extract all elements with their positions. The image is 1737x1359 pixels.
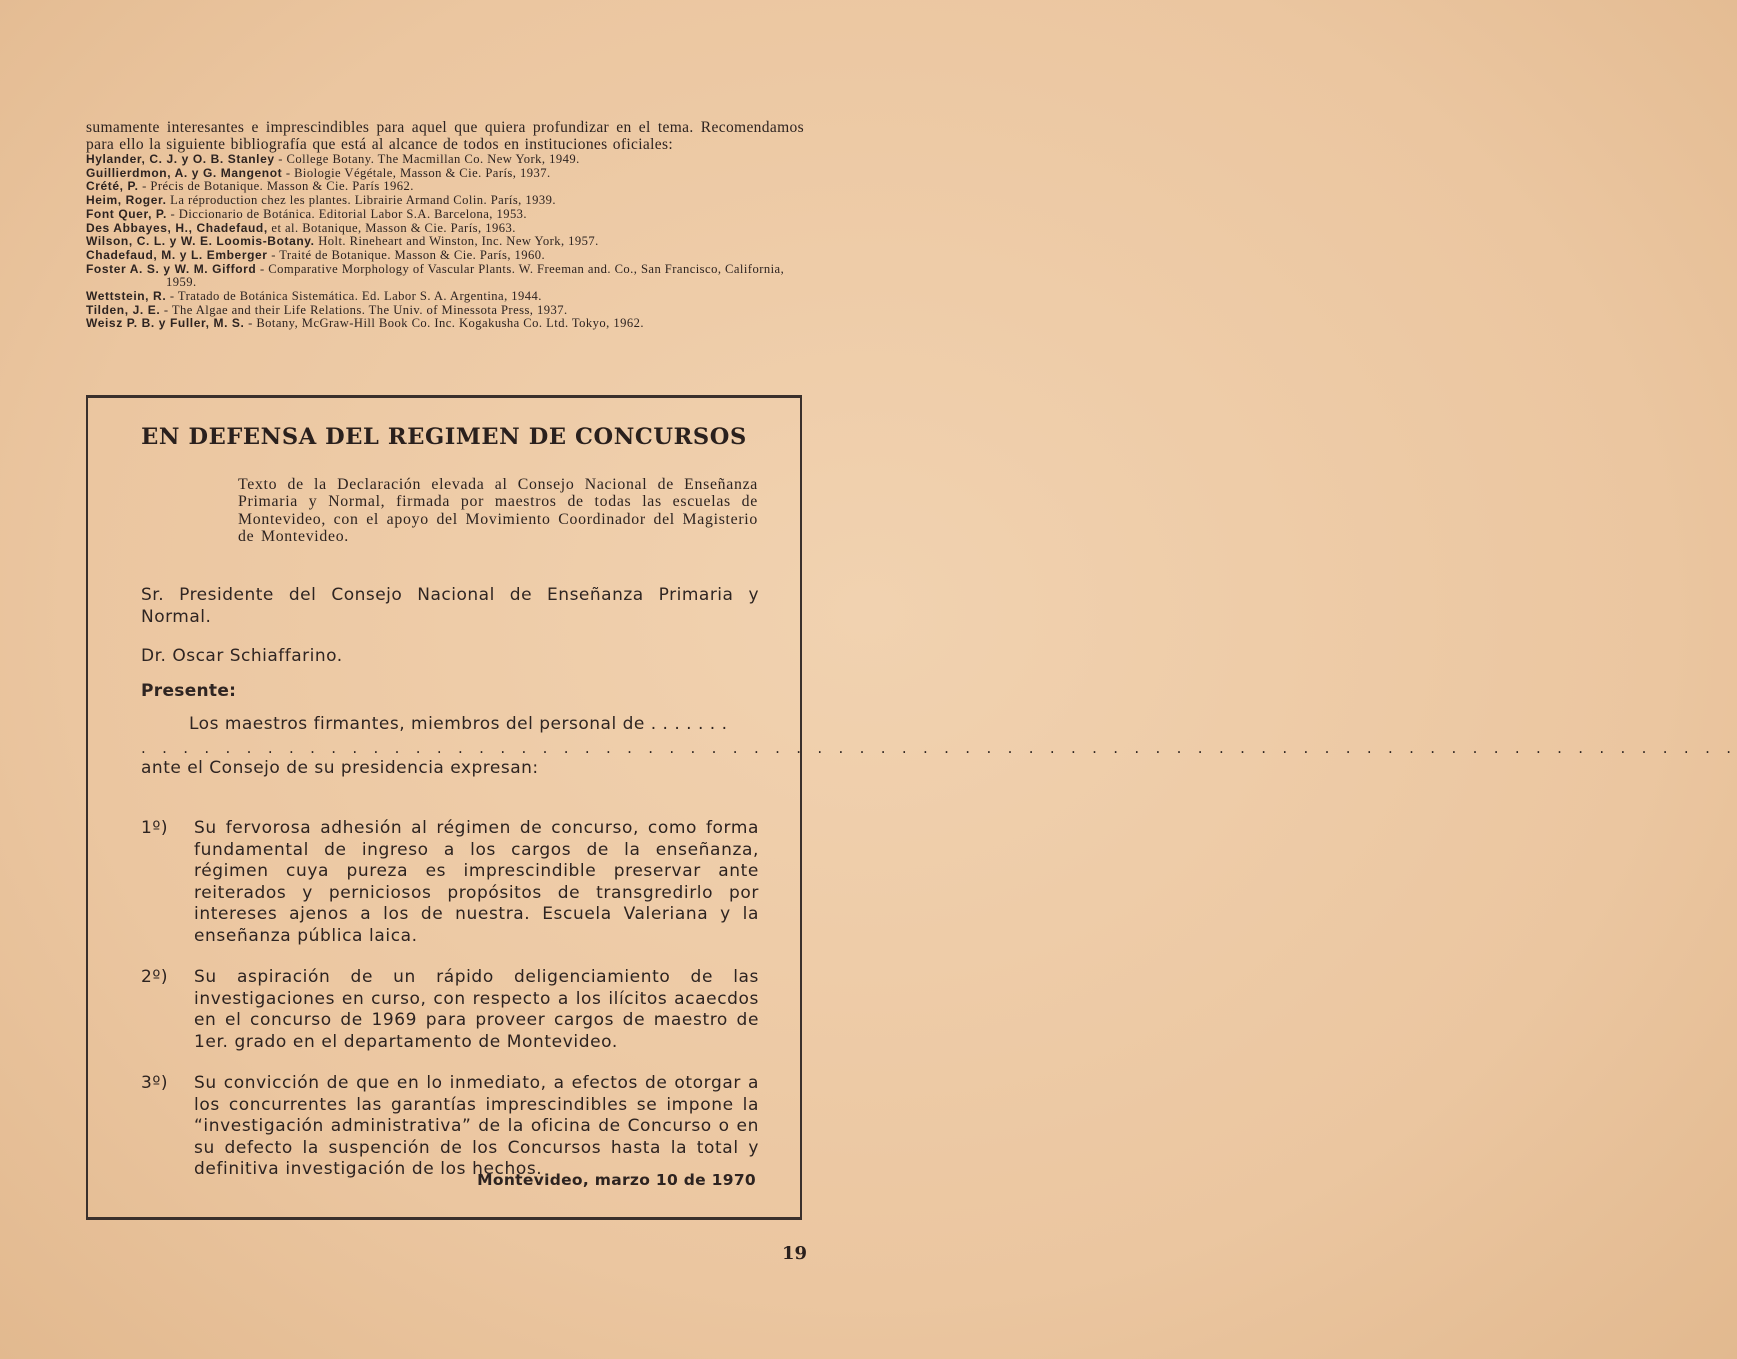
reference-authors: Heim, Roger. (86, 193, 167, 208)
reference-authors: Des Abbayes, H., Chadefaud, (86, 220, 268, 235)
letter-dots-block (141, 738, 1737, 760)
dotted-fill-line: . . . . . . . . . . . . . . . . . . . . . . . . . . . . . . . . . . . . . . . . . . . . . . . . . . . . . . . . . . . . . . . . . . . . . . . . . . . . (141, 739, 1737, 757)
bibliography-item (86, 263, 804, 290)
reference-details: - Comparative Morphology of Vascular Plants. W. Freeman and. Co., San Francisco, California, 1959. (166, 261, 785, 290)
intro-section (86, 119, 804, 331)
reference-details: et al. Botanique, Masson & Cie. París, 1963. (271, 220, 516, 235)
bibliography-item (86, 208, 804, 222)
bibliography-item (86, 317, 804, 331)
page-number: 19 (782, 1243, 808, 1264)
addressee: Sr. Presidente del Consejo Nacional de Enseñanza Primaria y Normal. (141, 585, 759, 627)
reference-details: - Traité de Botanique. Masson & Cie. París, 1960. (271, 247, 546, 262)
reference-authors: Wilson, C. L. y W. E. Loomis-Botany. (86, 234, 315, 249)
bibliography-list (86, 153, 804, 331)
declaration-title: EN DEFENSA DEL REGIMEN DE CONCURSOS (141, 424, 747, 450)
bibliography-item (86, 304, 804, 318)
signature-line: Montevideo, marzo 10 de 1970 (477, 1171, 756, 1189)
reference-details: - Précis de Botanique. Masson & Cie. París 1962. (142, 179, 414, 194)
reference-authors: Guillierdmon, A. y G. Mangenot (86, 165, 283, 180)
reference-authors: Chadefaud, M. y L. Emberger (86, 247, 268, 262)
point-text: Su aspiración de un rápido deligenciamiento de las investigaciones en curso, con respecto a los ilícitos acaecdos en el concurso de 1969 para proveer cargos de maestro de 1er. grado en el departamento de Montevideo. (194, 967, 759, 1052)
salutation: Presente: (141, 681, 237, 701)
point-item (141, 1073, 759, 1181)
points-list (141, 818, 759, 1201)
bibliography-item (86, 194, 804, 208)
intro-paragraph: sumamente interesantes e imprescindibles para aquel que quiera profundizar en el tema. Recomendamos para ello la siguiente bibliografía que está al alcance de todos en instituciones oficiales: (86, 119, 804, 153)
reference-details: - Biologie Végétale, Masson & Cie. París, 1937. (285, 165, 551, 180)
point-item (141, 818, 759, 947)
reference-details: - Diccionario de Botánica. Editorial Labor S.A. Barcelona, 1953. (170, 206, 528, 221)
reference-authors: Foster A. S. y W. M. Gifford (86, 261, 257, 276)
declaration-subtitle: Texto de la Declaración elevada al Consejo Nacional de Enseñanza Primaria y Normal, firmada por maestros de todas las escuelas de Montevideo, con el apoyo del Movimiento Coordinador del Magisterio de Montevideo. (238, 476, 758, 545)
point-text: Su fervorosa adhesión al régimen de concurso, como forma fundamental de ingreso a los cargos de la enseñanza, régimen cuya pureza es imprescindible preservar ante reiterados y perniciosos propósitos de transgredirlo por intereses ajenos a los de nuestra. Escuela Valeriana y la enseñanza pública laica. (194, 818, 759, 946)
point-number: 1º) (141, 818, 168, 838)
bibliography-item (86, 153, 804, 167)
reference-details: - The Algae and their Life Relations. The Univ. of Minessota Press, 1937. (163, 302, 568, 317)
letter-opening-block (141, 714, 759, 736)
point-number: 3º) (141, 1073, 168, 1093)
reference-authors: Font Quer, P. (86, 206, 167, 221)
reference-authors: Hylander, C. J. y O. B. Stanley (86, 152, 275, 166)
bibliography-item (86, 222, 804, 236)
bibliography-item (86, 180, 804, 194)
bibliography-item (86, 235, 804, 249)
addressee-name: Dr. Oscar Schiaffarino. (141, 646, 343, 666)
point-text: Su convicción de que en lo inmediato, a efectos de otorgar a los concurrentes las garantías imprescindibles se impone la “investigación administrativa” de la oficina de Concurso o en su defecto la suspención de los Concursos hasta la total y definitiva investigación de los hechos. (194, 1073, 759, 1179)
letter-ante-block (141, 758, 759, 780)
point-number: 2º) (141, 967, 168, 987)
reference-details: - Tratado de Botánica Sistemática. Ed. Labor S. A. Argentina, 1944. (169, 289, 542, 304)
letter-header (141, 585, 759, 628)
reference-authors: Crété, P. (86, 179, 139, 194)
point-item (141, 967, 759, 1053)
ante-line: ante el Consejo de su presidencia expresan: (141, 758, 539, 778)
letter-name-block (141, 646, 759, 668)
letter-salutation-block (141, 681, 759, 703)
reference-details: - Botany, McGraw-Hill Book Co. Inc. Kogakusha Co. Ltd. Tokyo, 1962. (248, 316, 644, 331)
bibliography-item (86, 290, 804, 304)
reference-details: Holt. Rineheart and Winston, Inc. New York, 1957. (318, 234, 599, 249)
reference-details: La réproduction chez les plantes. Librairie Armand Colin. París, 1939. (170, 193, 556, 208)
opening-line: Los maestros firmantes, miembros del personal de . . . . . . . (189, 714, 728, 734)
reference-authors: Tilden, J. E. (86, 302, 161, 317)
reference-details: - College Botany. The Macmillan Co. New York, 1949. (278, 152, 580, 166)
declaration-box (86, 395, 1737, 1220)
reference-authors: Wettstein, R. (86, 289, 167, 304)
bibliography-item (86, 249, 804, 263)
bibliography-item (86, 167, 804, 181)
reference-authors: Weisz P. B. y Fuller, M. S. (86, 316, 245, 331)
